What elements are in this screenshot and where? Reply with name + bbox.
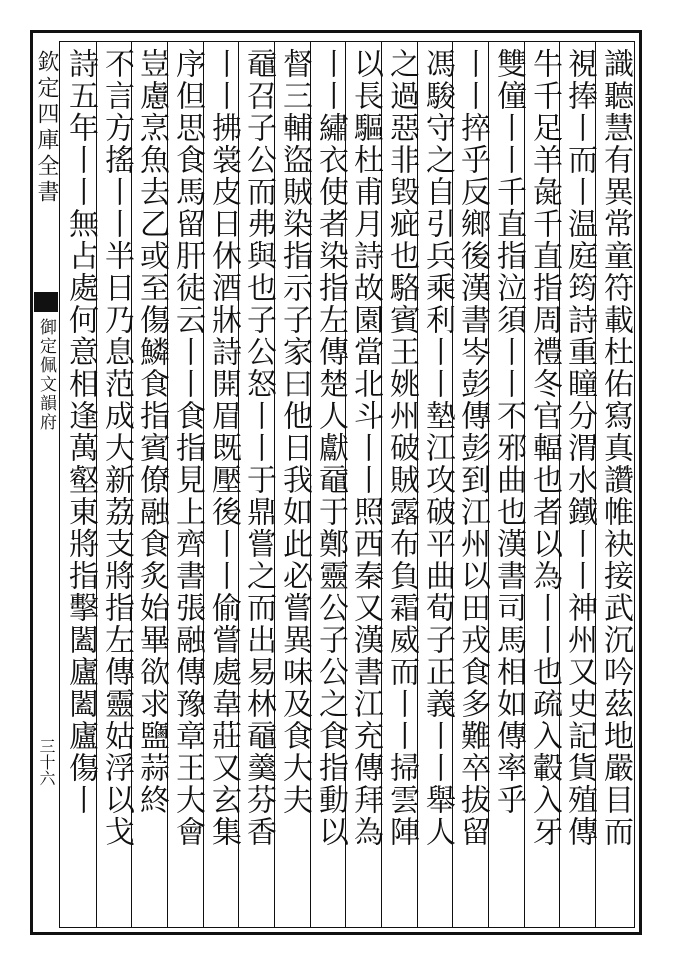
text-column: 丨丨捽乎反鄉後漢書岑彭傳彭到江州以田戎食多難卒拔留 bbox=[455, 48, 490, 848]
fishtail-mark bbox=[34, 292, 58, 312]
text-column: 之過惡非毀疵也駱賓王姚州破賊露布負霜威而丨丨掃雲陣 bbox=[384, 48, 419, 848]
text-column: 序但思食馬留肝徒云丨丨食指見上齊書張融傳豫章王大會 bbox=[170, 48, 205, 848]
margin-book-title: 欽定四庫全書 bbox=[34, 50, 59, 206]
text-column: 馮駿守之自引兵乘利丨丨墊江攻破平曲荀子正義丨丨舉人 bbox=[420, 48, 455, 848]
text-column: 丨丨繡衣使者染指左傳楚人獻黿于鄭靈公子公之食指動以 bbox=[313, 48, 348, 848]
text-column: 以長驅杜甫月詩故園當北斗丨丨照西秦又漢書江充傳拜為 bbox=[348, 48, 383, 848]
margin-work-title: 御定佩文韻府 bbox=[36, 318, 56, 432]
text-column: 詩五年丨丨無占處何意相逢萬壑東將指擊闔廬闔廬傷丨 bbox=[63, 48, 98, 816]
page-number: 三十六 bbox=[37, 738, 56, 786]
text-column: 識聽慧有異常童符載杜佑寫真讚帷袂接武沉吟茲地嚴目而 bbox=[598, 48, 633, 848]
text-column: 豈慮烹魚去乙或至傷鱗食指賓僚融食炙始畢欲求鹽蒜終 bbox=[134, 48, 169, 816]
text-column: 不言方搖丨丨半日乃息范成大新荔支將指左傳靈姑浮以戈 bbox=[99, 48, 134, 848]
text-column: 黿召子公而弗與也子公怒丨丨于鼎嘗之而出易林黿羹芬香 bbox=[241, 48, 276, 848]
text-column: 雙僮丨丨千直指泣須丨丨不邪曲也漢書司馬相如傳率乎 bbox=[491, 48, 526, 816]
text-column: 督三輔盜賊染指示子家曰他日我如此必嘗異味及食大夫 bbox=[277, 48, 312, 816]
text-column: 視捧丨而丨温庭筠詩重瞳分渭水鐵丨丨神州又史記貨殖傳 bbox=[562, 48, 597, 848]
text-column: 丨丨拂裳皮日休酒牀詩開眉既壓後丨丨偷嘗處韋莊又玄集 bbox=[206, 48, 241, 848]
text-column: 牛千足羊彘千直指周禮冬官輻也者以為丨丨也疏入轂入牙 bbox=[527, 48, 562, 848]
